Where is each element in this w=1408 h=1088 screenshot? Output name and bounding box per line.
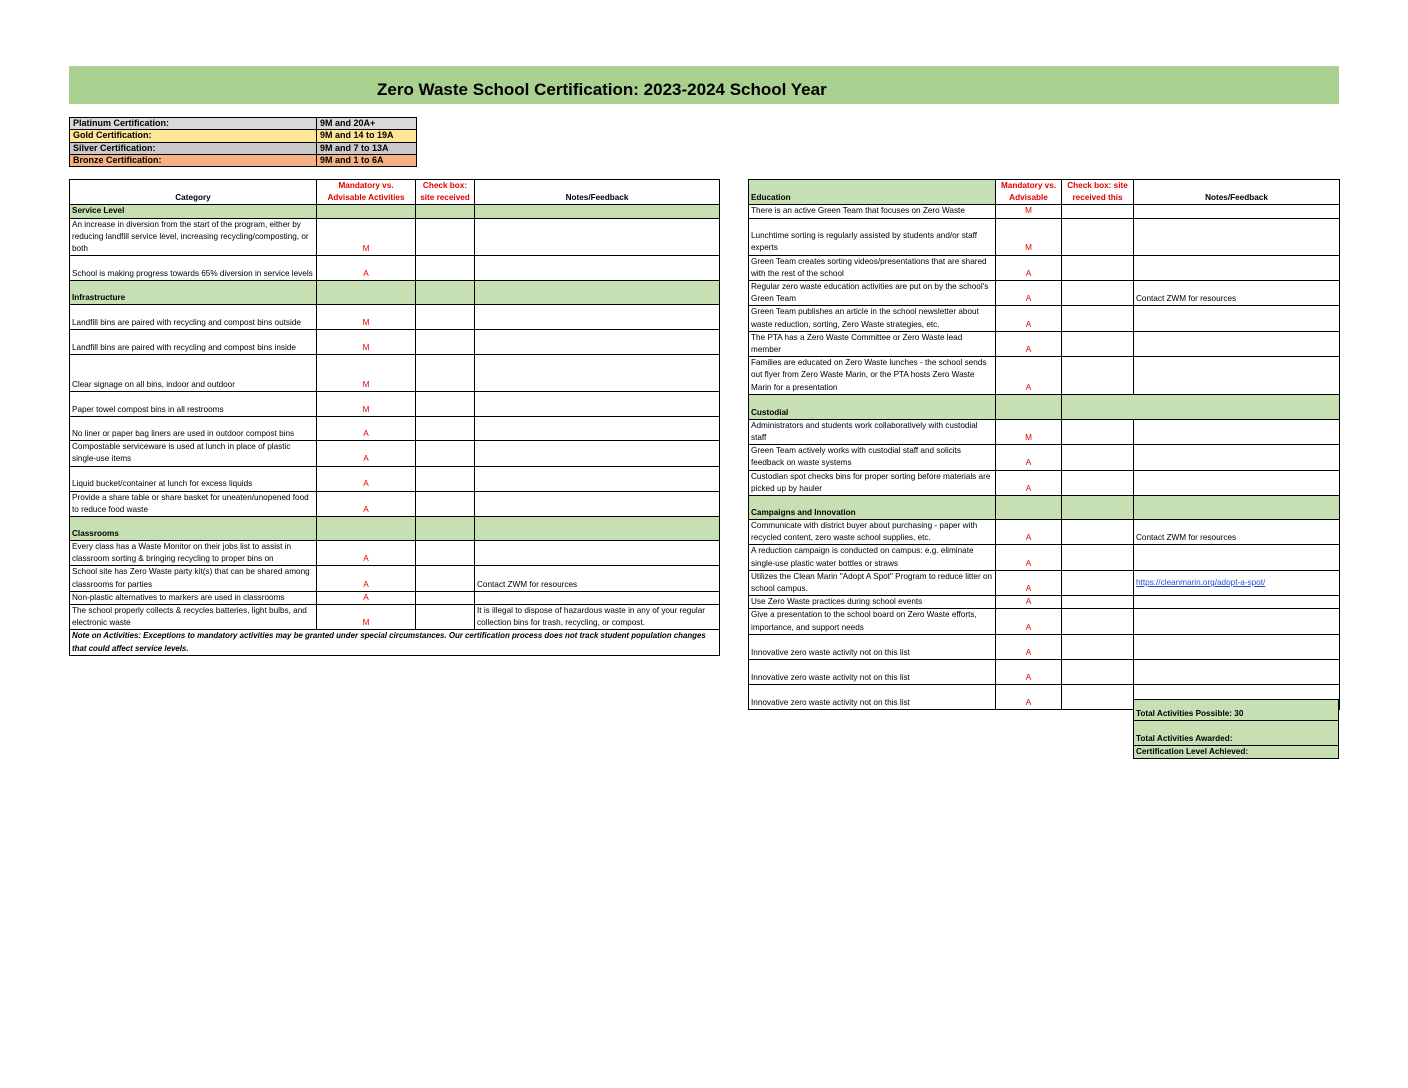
- notes-cell[interactable]: [475, 441, 720, 466]
- activity: Give a presentation to the school board on Zero Waste efforts, importance, and support needs: [749, 609, 996, 634]
- activity-code: M: [317, 392, 416, 417]
- totals-row: [1134, 721, 1339, 746]
- activity-code: A: [317, 591, 416, 604]
- activity-code: M: [317, 218, 416, 256]
- check-cell[interactable]: [1062, 205, 1134, 218]
- activity: Green Team actively works with custodial staff and solicits feedback on waste systems: [749, 445, 996, 470]
- header-mandatory: Mandatory vs. Advisable: [996, 180, 1062, 205]
- check-cell[interactable]: [416, 330, 475, 355]
- check-cell[interactable]: [1062, 331, 1134, 356]
- check-cell[interactable]: [1062, 609, 1134, 634]
- level-requirement: 9M and 1 to 6A: [317, 154, 417, 166]
- table-row: [749, 331, 1340, 356]
- table-row: [749, 281, 1340, 306]
- activity: Administrators and students work collaboratively with custodial staff: [749, 419, 996, 444]
- notes-cell[interactable]: [475, 218, 720, 256]
- activity: Innovative zero waste activity not on this list: [749, 659, 996, 684]
- section-label: Service Level: [70, 205, 317, 218]
- activity: Landfill bins are paired with recycling and compost bins outside: [70, 305, 317, 330]
- check-cell[interactable]: [416, 392, 475, 417]
- right-activities-table: [748, 179, 1340, 710]
- activity: Liquid bucket/container at lunch for excess liquids: [70, 466, 317, 491]
- level-row-gold: [70, 130, 417, 142]
- table-row: [749, 205, 1340, 218]
- notes-cell[interactable]: [475, 392, 720, 417]
- check-cell[interactable]: [1062, 470, 1134, 495]
- level-label: Platinum Certification:: [70, 118, 317, 130]
- level-row-platinum: [70, 118, 417, 130]
- notes-cell[interactable]: [1134, 255, 1340, 280]
- header-education: Education: [749, 180, 996, 205]
- activity: The PTA has a Zero Waste Committee or Zero Waste lead member: [749, 331, 996, 356]
- activity: Green Team publishes an article in the school newsletter about waste reduction, sorting, Zero Waste strategies, etc.: [749, 306, 996, 331]
- activity-code: M: [317, 305, 416, 330]
- activity-code: A: [996, 684, 1062, 709]
- activity-code: A: [996, 470, 1062, 495]
- section-label: Infrastructure: [70, 281, 317, 305]
- check-cell[interactable]: [1062, 357, 1134, 395]
- table-row: [70, 466, 720, 491]
- level-label: Bronze Certification:: [70, 154, 317, 166]
- notes-cell[interactable]: [1134, 331, 1340, 356]
- notes-cell[interactable]: It is illegal to dispose of hazardous waste in any of your regular collection bins for trash, recycling, or compost.: [475, 605, 720, 630]
- activity-code: A: [996, 445, 1062, 470]
- table-row: [749, 596, 1340, 609]
- check-cell[interactable]: [416, 355, 475, 392]
- notes-cell[interactable]: [1134, 419, 1340, 444]
- check-cell[interactable]: [1062, 281, 1134, 306]
- activity: An increase in diversion from the start of the program, either by reducing landfill service level, increasing recycling/composting, or both: [70, 218, 317, 256]
- table-row: [749, 609, 1340, 634]
- level-label: Gold Certification:: [70, 130, 317, 142]
- activity-code: M: [996, 419, 1062, 444]
- table-row: [749, 634, 1340, 659]
- table-row: [749, 659, 1340, 684]
- activity-code: A: [996, 306, 1062, 331]
- notes-cell[interactable]: Contact ZWM for resources: [1134, 281, 1340, 306]
- activity: No liner or paper bag liners are used in outdoor compost bins: [70, 417, 317, 441]
- check-cell[interactable]: [416, 256, 475, 281]
- notes-cell[interactable]: [475, 491, 720, 516]
- table-row: [70, 256, 720, 281]
- notes-cell[interactable]: [1134, 357, 1340, 395]
- activity-code: A: [996, 659, 1062, 684]
- section-row: [70, 517, 720, 541]
- check-cell[interactable]: [1062, 445, 1134, 470]
- table-row: [70, 541, 720, 566]
- check-cell[interactable]: [416, 491, 475, 516]
- table-row: [749, 570, 1340, 595]
- activities-note: Note on Activities: Exceptions to mandatory activities may be granted under special circumstances. Our certification process does not track student population changes that could affect service levels.: [70, 630, 720, 655]
- activity-code: M: [317, 605, 416, 630]
- check-cell[interactable]: [1062, 684, 1134, 709]
- table-row: [749, 545, 1340, 570]
- section-label: Campaigns and Innovation: [749, 496, 996, 520]
- check-cell[interactable]: [416, 566, 475, 591]
- activity: Landfill bins are paired with recycling and compost bins inside: [70, 330, 317, 355]
- table-row: [70, 330, 720, 355]
- notes-cell[interactable]: [1134, 306, 1340, 331]
- activity: Non-plastic alternatives to markers are used in classrooms: [70, 591, 317, 604]
- activity: School site has Zero Waste party kit(s) that can be shared among classrooms for parties: [70, 566, 317, 591]
- check-cell[interactable]: [1062, 255, 1134, 280]
- notes-cell[interactable]: [1134, 570, 1340, 595]
- check-cell[interactable]: [1062, 218, 1134, 255]
- activity-code: A: [996, 570, 1062, 595]
- activity-code: M: [996, 218, 1062, 255]
- table-row: [749, 445, 1340, 470]
- activity-code: A: [996, 331, 1062, 356]
- check-cell[interactable]: [1062, 634, 1134, 659]
- check-cell[interactable]: [416, 466, 475, 491]
- activity: Clear signage on all bins, indoor and outdoor: [70, 355, 317, 392]
- table-row: [70, 491, 720, 516]
- header-check: Check box: site received: [416, 180, 475, 205]
- adopt-a-spot-link[interactable]: https://cleanmarin.org/adopt-a-spot/: [1136, 577, 1266, 587]
- left-activities-table: [69, 179, 720, 656]
- notes-cell[interactable]: [475, 417, 720, 441]
- totals-row: [1134, 746, 1339, 759]
- certification-levels-table: [69, 117, 417, 167]
- header-notes: Notes/Feedback: [1134, 180, 1340, 205]
- check-cell[interactable]: [1062, 520, 1134, 545]
- activity: There is an active Green Team that focuses on Zero Waste: [749, 205, 996, 218]
- activity-code: A: [996, 520, 1062, 545]
- level-requirement: 9M and 20A+: [317, 118, 417, 130]
- totals-table: [1133, 699, 1339, 759]
- activity-code: A: [996, 609, 1062, 634]
- table-header: [749, 180, 1340, 205]
- title-banner: [69, 66, 1339, 104]
- notes-cell[interactable]: [475, 330, 720, 355]
- level-requirement: 9M and 14 to 19A: [317, 130, 417, 142]
- header-mandatory: Mandatory vs. Advisable Activities: [317, 180, 416, 205]
- check-cell[interactable]: [1062, 596, 1134, 609]
- check-cell[interactable]: [416, 305, 475, 330]
- notes-cell[interactable]: [1134, 609, 1340, 634]
- page-title: Zero Waste School Certification: 2023-2024 School Year: [377, 80, 827, 99]
- activity-code: A: [317, 566, 416, 591]
- notes-cell[interactable]: [1134, 445, 1340, 470]
- section-row: [749, 394, 1340, 419]
- check-cell[interactable]: [1062, 306, 1134, 331]
- table-row: [70, 305, 720, 330]
- check-cell[interactable]: [416, 591, 475, 604]
- activity: Use Zero Waste practices during school events: [749, 596, 996, 609]
- activity-code: A: [996, 545, 1062, 570]
- table-row: [749, 306, 1340, 331]
- activity: Compostable serviceware is used at lunch in place of plastic single-use items: [70, 441, 317, 466]
- table-row: [749, 357, 1340, 395]
- header-notes: Notes/Feedback: [475, 180, 720, 205]
- activity-code: A: [996, 596, 1062, 609]
- header-category: Category: [70, 180, 317, 205]
- check-cell[interactable]: [416, 605, 475, 630]
- check-cell[interactable]: [416, 417, 475, 441]
- check-cell[interactable]: [416, 218, 475, 256]
- table-header: [70, 180, 720, 205]
- activity: Paper towel compost bins in all restrooms: [70, 392, 317, 417]
- notes-cell[interactable]: [1134, 218, 1340, 255]
- section-label: Classrooms: [70, 517, 317, 541]
- level-row-bronze: [70, 154, 417, 166]
- table-row: [749, 419, 1340, 444]
- total-possible: Total Activities Possible: 30: [1134, 700, 1339, 721]
- header-check: Check box: site received this: [1062, 180, 1134, 205]
- table-row: [70, 605, 720, 630]
- activity: Regular zero waste education activities are put on by the school's Green Team: [749, 281, 996, 306]
- activity-code: A: [996, 255, 1062, 280]
- section-row: [749, 496, 1340, 520]
- activity-code: A: [317, 466, 416, 491]
- activity-code: A: [317, 256, 416, 281]
- activity-code: A: [317, 491, 416, 516]
- table-row: [70, 591, 720, 604]
- activity: Innovative zero waste activity not on this list: [749, 634, 996, 659]
- activity: Lunchtime sorting is regularly assisted by students and/or staff experts: [749, 218, 996, 255]
- check-cell[interactable]: [1062, 419, 1134, 444]
- notes-cell[interactable]: [1134, 545, 1340, 570]
- activity-code: A: [317, 541, 416, 566]
- table-row: [70, 441, 720, 466]
- table-row: [70, 355, 720, 392]
- activity-code: A: [317, 441, 416, 466]
- check-cell[interactable]: [416, 441, 475, 466]
- notes-cell[interactable]: [1134, 634, 1340, 659]
- activity: Every class has a Waste Monitor on their jobs list to assist in classroom sorting & bringing recycling to proper bins on: [70, 541, 317, 566]
- certification-achieved[interactable]: Certification Level Achieved:: [1134, 746, 1339, 759]
- level-label: Silver Certification:: [70, 142, 317, 154]
- notes-cell[interactable]: [1134, 659, 1340, 684]
- level-row-silver: [70, 142, 417, 154]
- activity-code: A: [317, 417, 416, 441]
- activity-code: A: [996, 281, 1062, 306]
- notes-cell[interactable]: [1134, 205, 1340, 218]
- notes-cell[interactable]: [475, 466, 720, 491]
- notes-cell[interactable]: [475, 355, 720, 392]
- activity: A reduction campaign is conducted on campus: e.g. eliminate single-use plastic water bottles or straws: [749, 545, 996, 570]
- table-row: [749, 218, 1340, 255]
- activity: Provide a share table or share basket for uneaten/unopened food to reduce food waste: [70, 491, 317, 516]
- table-row: [749, 520, 1340, 545]
- table-row: [70, 566, 720, 591]
- activity: Innovative zero waste activity not on this list: [749, 684, 996, 709]
- notes-cell[interactable]: Contact ZWM for resources: [1134, 520, 1340, 545]
- activity: Utilizes the Clean Marin "Adopt A Spot" Program to reduce litter on school campus.: [749, 570, 996, 595]
- activity-code: M: [996, 205, 1062, 218]
- table-row: [749, 470, 1340, 495]
- check-cell[interactable]: [416, 541, 475, 566]
- activity: Custodian spot checks bins for proper sorting before materials are picked up by hauler: [749, 470, 996, 495]
- level-requirement: 9M and 7 to 13A: [317, 142, 417, 154]
- section-row: [70, 281, 720, 305]
- activity-code: A: [996, 634, 1062, 659]
- activity: Communicate with district buyer about purchasing - paper with recycled content, zero waste school supplies, etc.: [749, 520, 996, 545]
- section-row: [70, 205, 720, 218]
- notes-cell[interactable]: [475, 591, 720, 604]
- notes-cell[interactable]: Contact ZWM for resources: [475, 566, 720, 591]
- activity-code: M: [317, 355, 416, 392]
- check-cell[interactable]: [1062, 545, 1134, 570]
- table-row: [70, 392, 720, 417]
- table-row: [70, 417, 720, 441]
- check-cell[interactable]: [1062, 570, 1134, 595]
- activity-code: A: [996, 357, 1062, 395]
- totals-row: [1134, 700, 1339, 721]
- activity-code: M: [317, 330, 416, 355]
- activity: School is making progress towards 65% diversion in service levels: [70, 256, 317, 281]
- note-row: [70, 630, 720, 655]
- notes-cell[interactable]: [1134, 596, 1340, 609]
- notes-cell[interactable]: [475, 305, 720, 330]
- activity: The school properly collects & recycles batteries, light bulbs, and electronic waste: [70, 605, 317, 630]
- notes-cell[interactable]: [475, 541, 720, 566]
- activity: Families are educated on Zero Waste lunches - the school sends out flyer from Zero Waste Marin, or the PTA hosts Zero Waste Marin for a presentation: [749, 357, 996, 395]
- notes-cell[interactable]: [475, 256, 720, 281]
- table-row: [70, 218, 720, 256]
- check-cell[interactable]: [1062, 659, 1134, 684]
- section-label: Custodial: [749, 394, 996, 419]
- notes-cell[interactable]: [1134, 470, 1340, 495]
- total-awarded[interactable]: Total Activities Awarded:: [1134, 721, 1339, 746]
- activity: Green Team creates sorting videos/presentations that are shared with the rest of the school: [749, 255, 996, 280]
- table-row: [749, 255, 1340, 280]
